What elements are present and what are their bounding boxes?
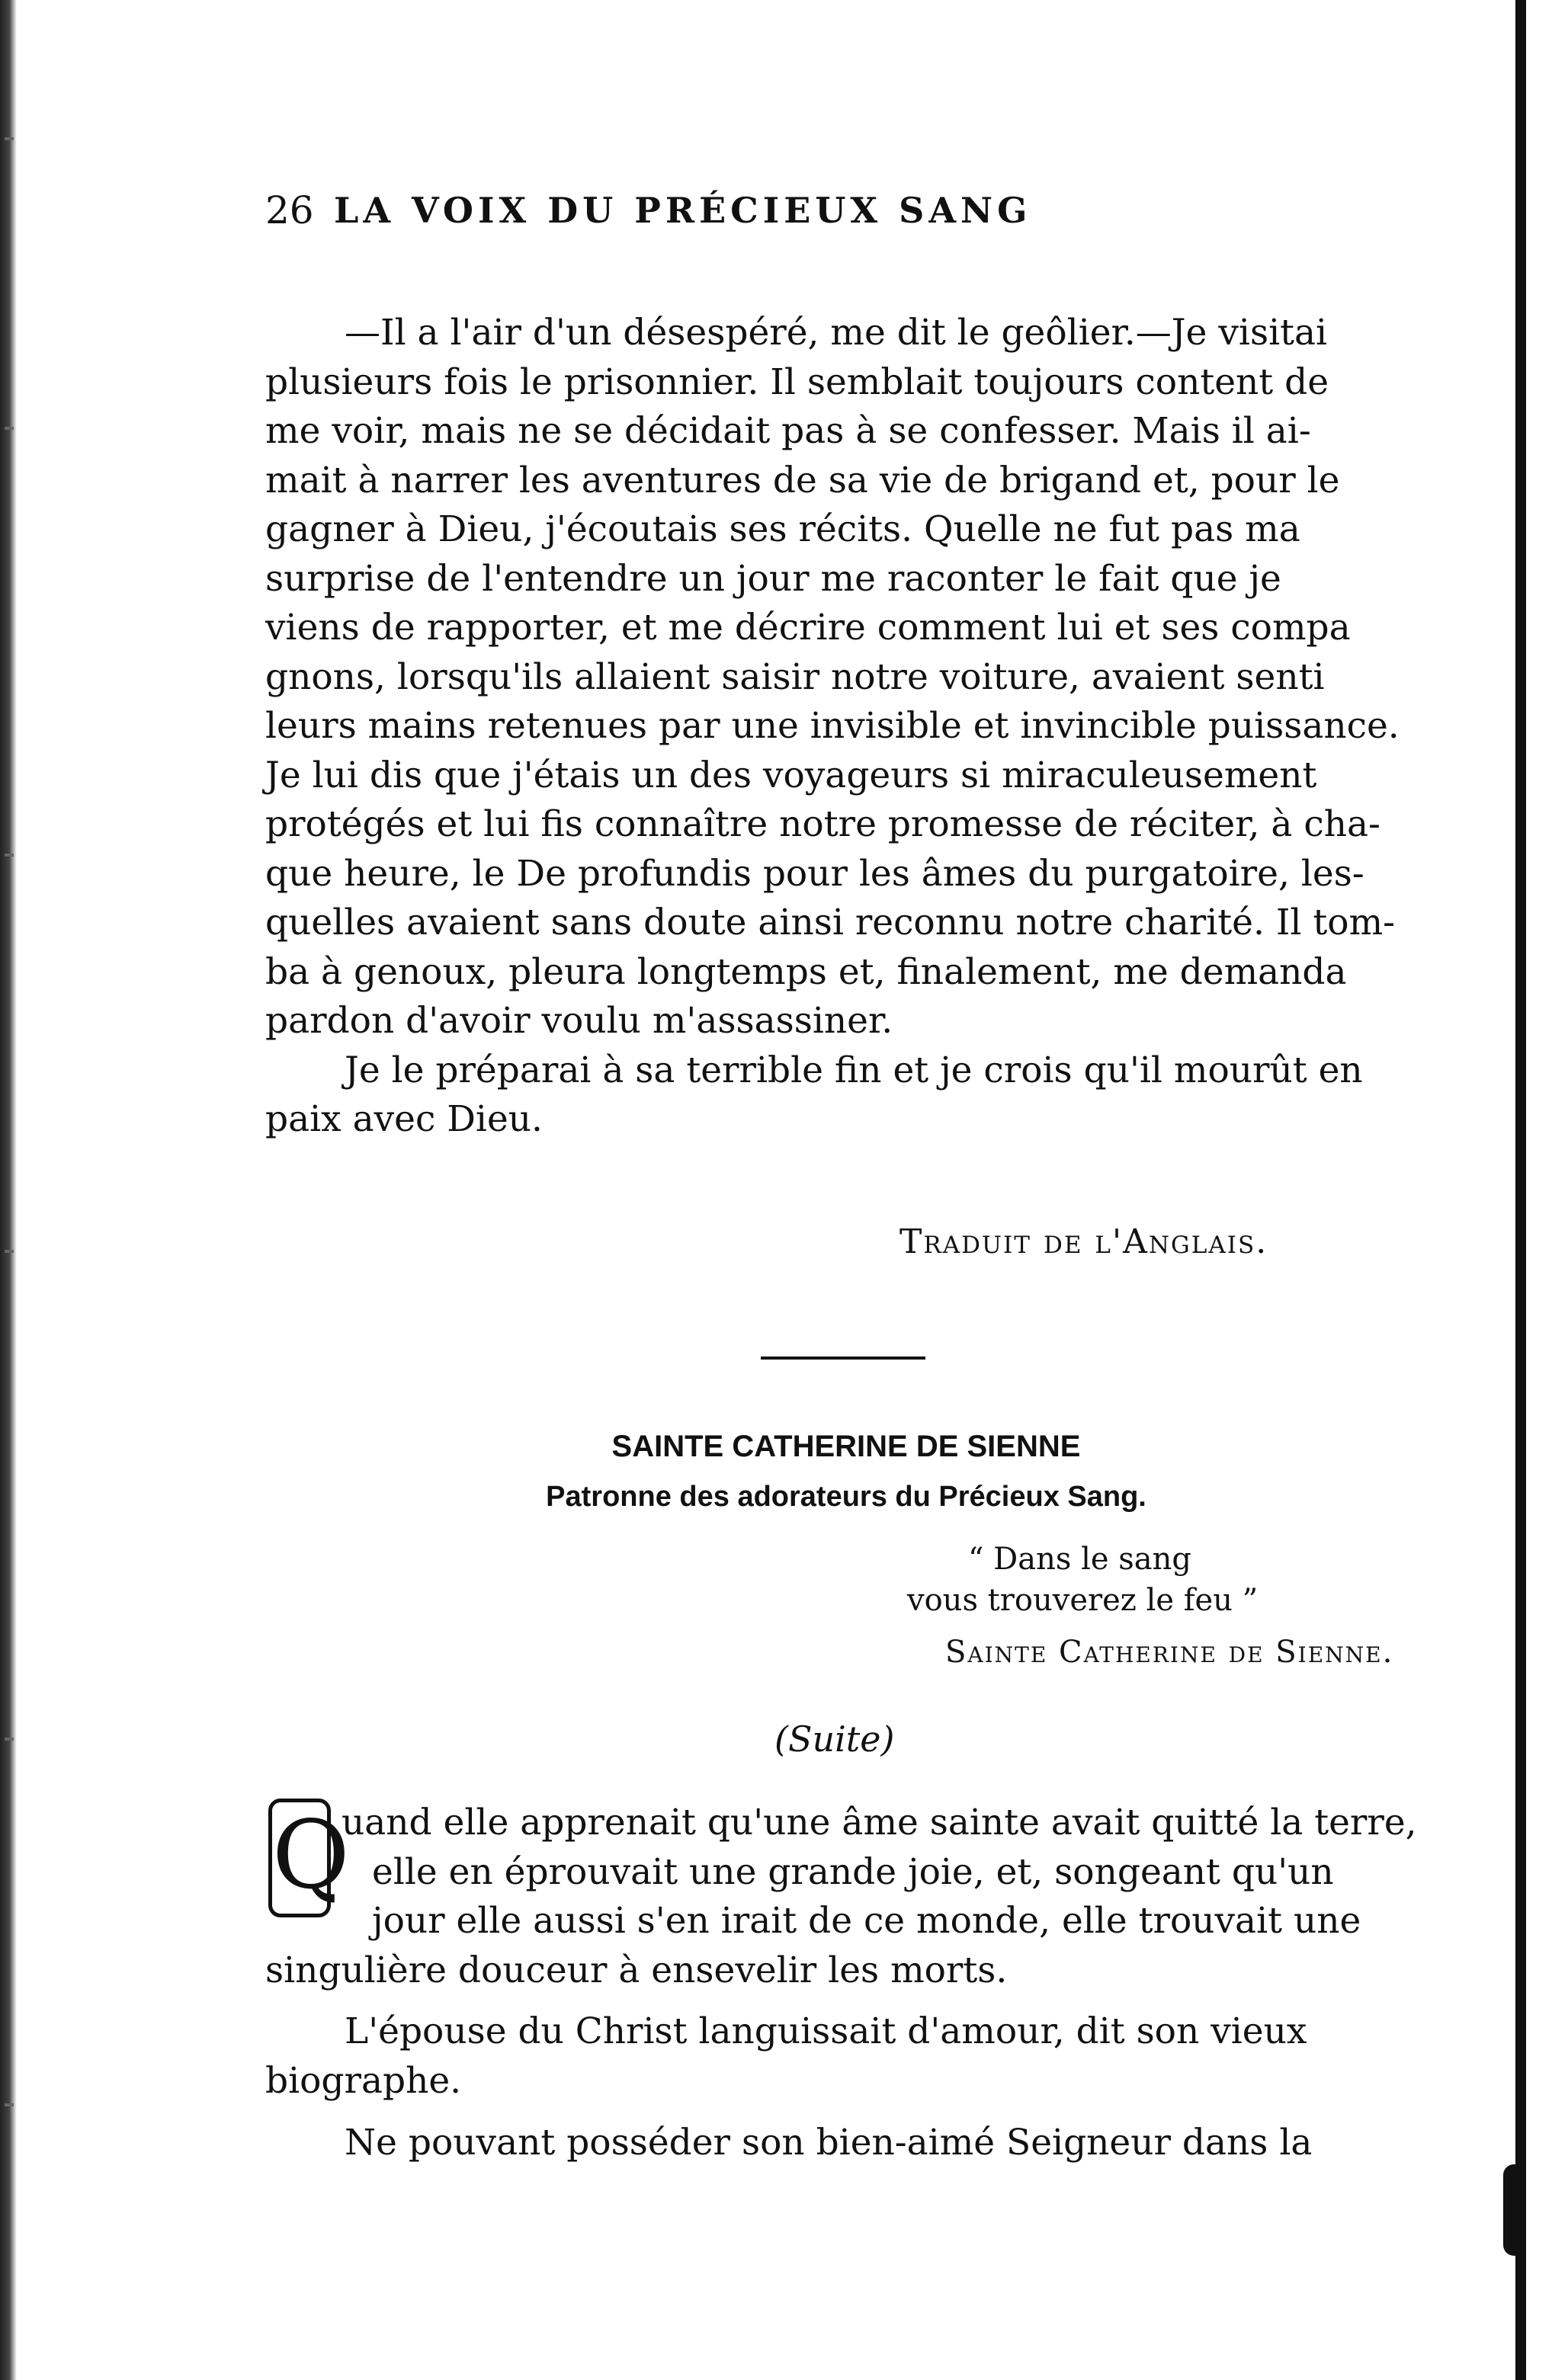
article-title: SAINTE CATHERINE DE SIENNE <box>611 1430 1081 1463</box>
text-line: gagner à Dieu, j'écoutais ses récits. Quelle ne fut pas ma <box>265 508 1300 550</box>
text-line: gnons, lorsqu'ils allaient saisir notre voiture, avaient senti <box>265 655 1325 698</box>
text-line: biographe. <box>265 2059 462 2102</box>
scan-right-edge <box>1515 0 1526 2380</box>
text-line: pardon d'avoir voulu m'assassiner. <box>265 1000 893 1042</box>
text-line: viens de rapporter, et me décrire comment lui et ses compa <box>265 607 1351 649</box>
margin-mark <box>5 2103 14 2106</box>
text-line: paix avec Dieu. <box>265 1098 543 1140</box>
text-line: jour elle aussi s'en irait de ce monde, elle trouvait une <box>372 1900 1361 1942</box>
section-separator <box>761 1357 925 1360</box>
story-ending <box>265 309 1439 1145</box>
epigraph-source: Sainte Catherine de Sienne. <box>945 1635 1394 1670</box>
margin-mark <box>5 427 14 430</box>
translation-attribution: Traduit de l'Anglais. <box>899 1222 1268 1261</box>
text-line: que heure, le De profundis pour les âmes du purgatoire, les- <box>265 852 1364 895</box>
text-line: quelles avaient sans doute ainsi reconnu notre charité. Il tom- <box>265 902 1396 943</box>
running-head <box>265 183 1424 236</box>
text-line: Ne pouvant posséder son bien-aimé Seigneur dans la <box>345 2122 1313 2164</box>
margin-mark <box>5 854 14 857</box>
text-line: surprise de l'entendre un jour me raconter le fait que je <box>265 557 1281 600</box>
text-line: uand elle apprenait qu'une âme sainte avait quitté la terre, <box>342 1802 1417 1843</box>
text-line: L'épouse du Christ languissait d'amour, dit son vieux <box>345 2010 1307 2052</box>
article-intro-paragraph <box>265 1799 1439 1995</box>
epigraph-line: “ Dans le sang <box>968 1542 1192 1577</box>
text-line: Je lui dis que j'étais un des voyageurs si miraculeusement <box>265 754 1317 796</box>
drop-cap: Q <box>268 1799 331 1917</box>
text-line: Je le préparai à sa terrible fin et je crois qu'il mourût en <box>345 1049 1363 1091</box>
article-paragraph <box>265 2119 1439 2168</box>
page-number: 26 <box>265 188 314 232</box>
text-line: singulière douceur à ensevelir les morts. <box>265 1949 1008 1991</box>
continuation-label: (Suite) <box>774 1719 895 1760</box>
text-line: me voir, mais ne se décidait pas à se confesser. Mais il ai- <box>265 410 1311 452</box>
text-line: elle en éprouvait une grande joie, et, songeant qu'un <box>372 1850 1334 1893</box>
text-line: protégés et lui fis connaître notre promesse de réciter, à cha- <box>265 803 1380 845</box>
running-head-title: LA VOIX DU PRÉCIEUX SANG <box>334 190 1032 231</box>
article-paragraph <box>265 2007 1439 2106</box>
text-line: mait à narrer les aventures de sa vie de brigand et, pour le <box>265 459 1340 501</box>
text-line: leurs mains retenues par une invisible et invincible puissance. <box>265 705 1400 747</box>
text-line: —Il a l'air d'un désespéré, me dit le geôlier.—Je visitai <box>345 312 1328 354</box>
epigraph-line: vous trouverez le feu ” <box>907 1583 1259 1618</box>
text-line: ba à genoux, pleura longtemps et, finalement, me demanda <box>265 950 1347 993</box>
margin-mark <box>5 1738 14 1741</box>
scan-left-edge <box>0 0 17 2380</box>
article-subtitle: Patronne des adorateurs du Précieux Sang. <box>546 1481 1146 1513</box>
margin-mark <box>5 1250 14 1253</box>
scan-right-edge-notch <box>1503 2164 1526 2256</box>
text-line: plusieurs fois le prisonnier. Il semblait toujours content de <box>265 360 1329 403</box>
margin-mark <box>5 137 14 140</box>
